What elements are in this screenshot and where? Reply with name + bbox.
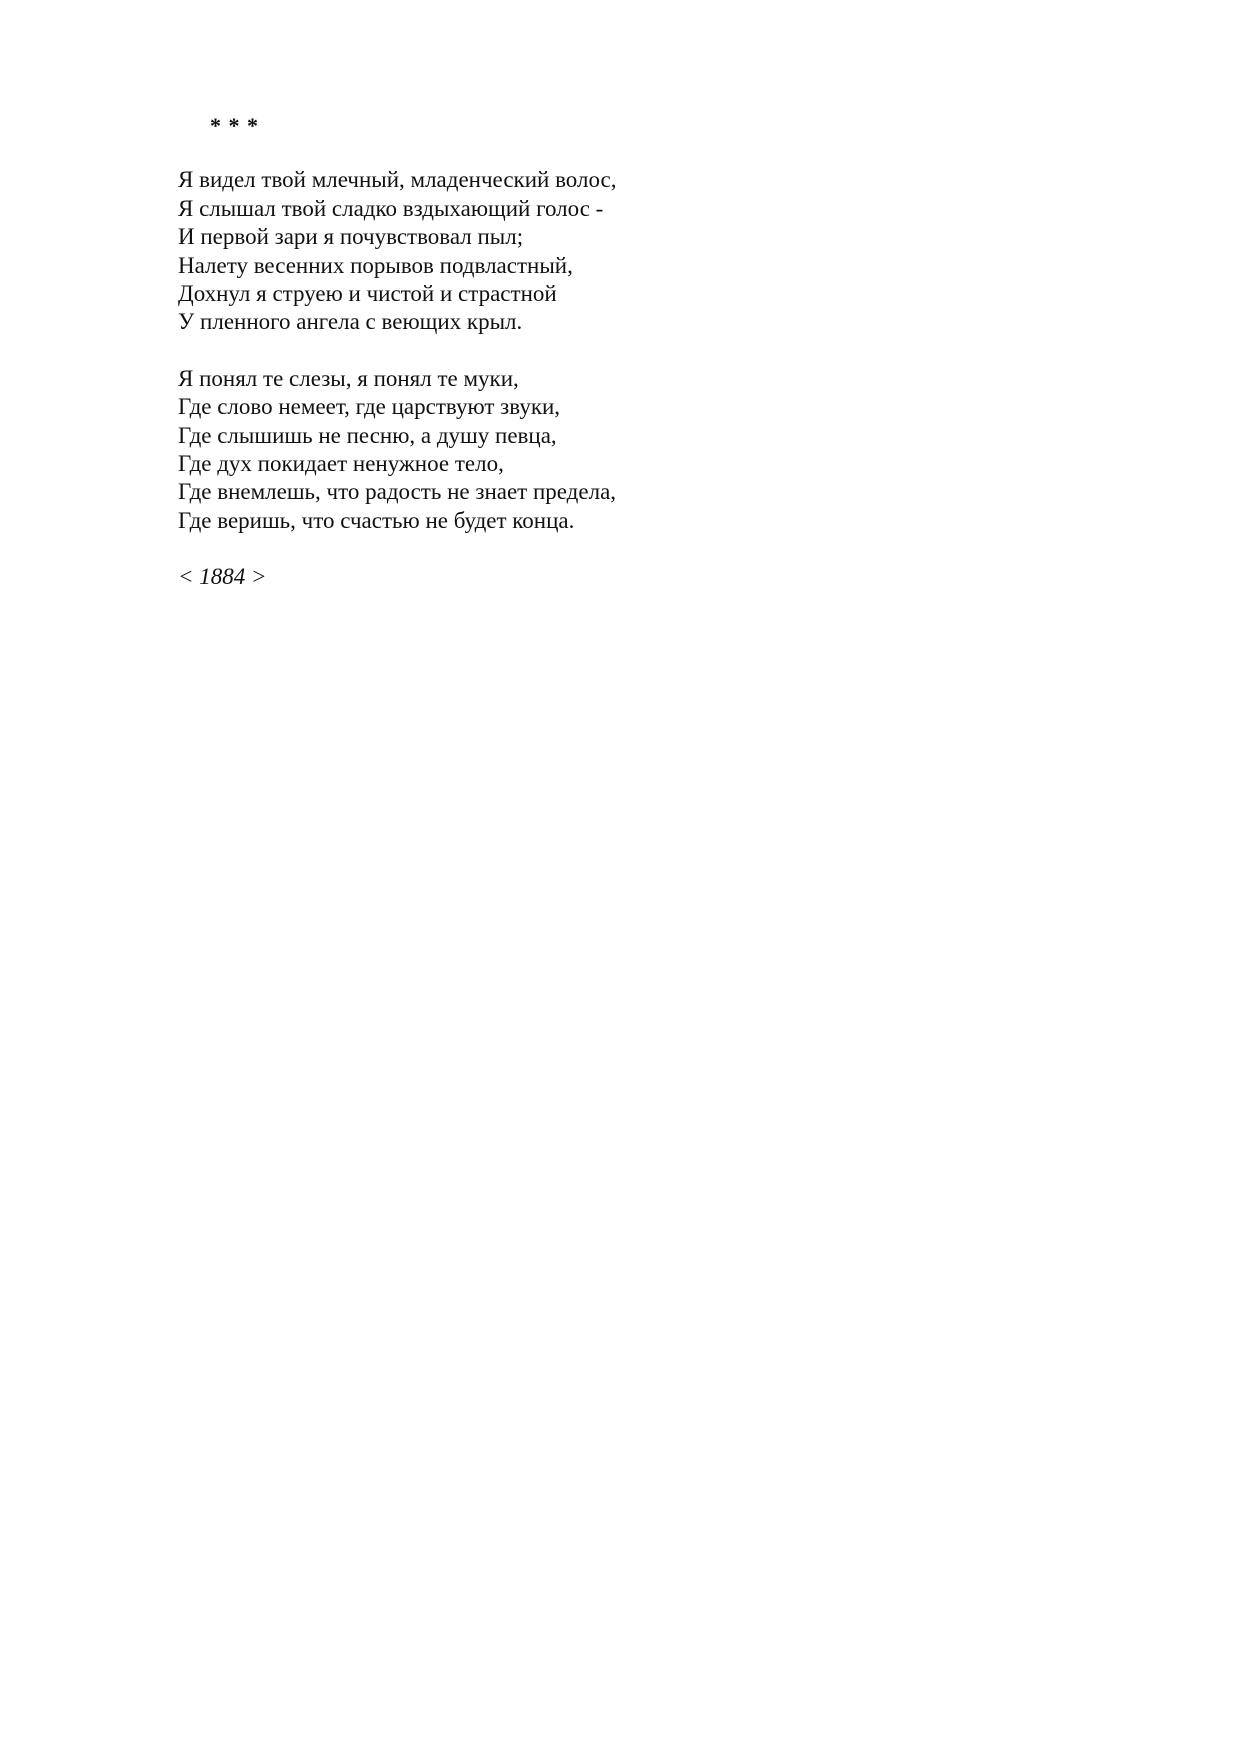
poem — [178, 112, 1078, 592]
poem-line: У пленного ангела с веющих крыл. — [178, 309, 523, 335]
poem-line: Я слышал твой сладко вздыхающий голос - — [178, 195, 604, 221]
stanza — [178, 365, 1078, 535]
poem-line: Где веришь, что счастью не будет конца. — [178, 507, 575, 533]
poem-line: Я видел твой млечный, младенческий волос, — [178, 167, 617, 193]
stanza — [178, 166, 1078, 336]
poem-line: Где слышишь не песню, а душу певца, — [178, 422, 557, 448]
poem-line: Где внемлешь, что радость не знает предела, — [178, 479, 617, 505]
poem-line: Где дух покидает ненужное тело, — [178, 451, 504, 477]
poem-line: Я понял те слезы, я понял те муки, — [178, 365, 519, 391]
poem-line: И первой зари я почувствовал пыл; — [178, 224, 524, 250]
poem-line: Где слово немеет, где царствуют звуки, — [178, 394, 561, 420]
poem-date: < 1884 > — [178, 564, 267, 590]
poem-line: Дохнул я струею и чистой и страстной — [178, 281, 557, 307]
poem-heading: * * * — [210, 113, 259, 138]
poem-line: Налету весенних порывов подвластный, — [178, 252, 573, 278]
